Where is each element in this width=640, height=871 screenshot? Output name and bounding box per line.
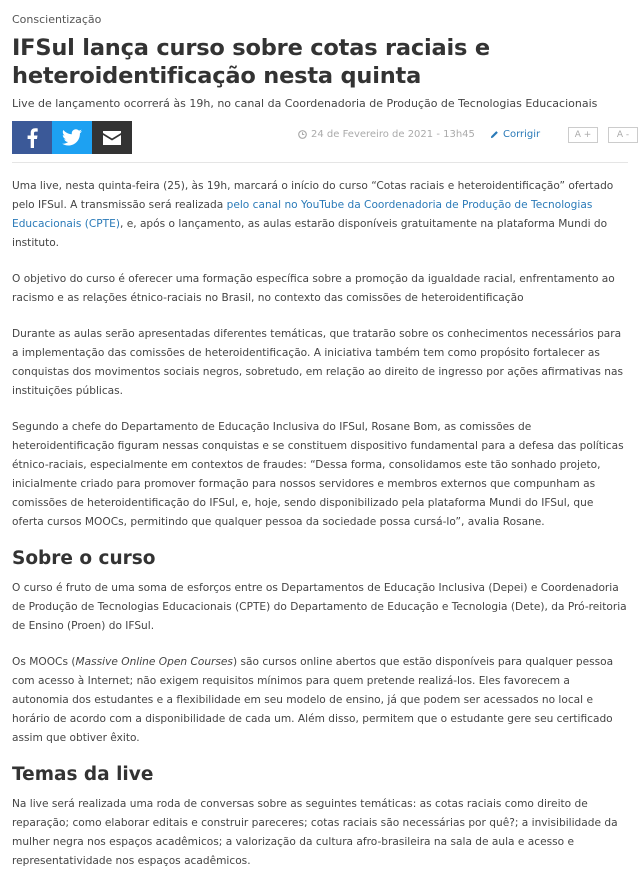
email-icon xyxy=(103,131,121,145)
paragraph-5: O curso é fruto de uma soma de esforços entre os Departamentos de Educação Inclusiva (Depei) e Coordenadoria de Produção de Tecnologias Educacionais (CPTE) do Departamento de Educação e Tecnologia (Dete), da Pró-reitoria de Ensino (Proen) do IFSul. xyxy=(12,582,627,632)
share-toolbar xyxy=(12,121,628,155)
font-increase-button[interactable]: A + xyxy=(568,127,598,143)
paragraph-6-text-a: Os MOOCs ( xyxy=(12,656,76,668)
paragraph-1-text-a: Uma live, nesta quinta-feira (25), às 19h, marcará o início do curso “Cotas raciais e heteroidentificação” ofertado pelo IFSul. A transmissão será realizada xyxy=(12,180,614,211)
paragraph-6-text-b: ) são cursos online abertos que estão disponíveis para qualquer pessoa com acesso à Internet; não exigem requisitos mínimos para quem pretende realizá-los. Eles favorecem a autonomia dos estudantes e a flexibilidade em seu modelo de ensino, já que podem ser acessados no local e horário de acordo com a disponibilidade de cada um. Além disso, permitem que o estudante gere seu certificado assim que obtiver êxito. xyxy=(12,656,614,744)
mooc-term: Massive Online Open Courses xyxy=(75,656,233,668)
article-category: Conscientização xyxy=(12,13,102,26)
title-line-1: IFSul lança curso sobre cotas raciais e xyxy=(12,35,490,61)
publish-date-text: 24 de Fevereiro de 2021 - 13h45 xyxy=(311,129,475,140)
page-title xyxy=(12,34,628,90)
paragraph-6 xyxy=(12,653,628,748)
pencil-icon xyxy=(490,130,499,139)
twitter-share-button[interactable] xyxy=(52,121,92,154)
font-decrease-button[interactable]: A - xyxy=(608,127,638,143)
youtube-channel-link[interactable]: pelo canal no YouTube da Coordenadoria de Produção de Tecnologias Educacionais (CPTE) xyxy=(12,199,593,230)
email-share-button[interactable] xyxy=(92,121,132,154)
facebook-icon xyxy=(26,128,38,148)
heading-about-course: Sobre o curso xyxy=(12,548,156,569)
facebook-share-button[interactable] xyxy=(12,121,52,154)
twitter-icon xyxy=(62,129,82,146)
paragraph-7: Na live será realizada uma roda de conversas sobre as seguintes temáticas: as cotas raciais como direito de reparação; como elaborar editais e construir pareceres; cotas raciais são necessárias por quê?; a invisibilidade da mulher negra nos espaços acadêmicos; a valorização da cultura afro-brasileira na sala de aula e acesso e representatividade nos espaços acadêmicos. xyxy=(12,798,618,867)
article-subtitle: Live de lançamento ocorrerá às 19h, no canal da Coordenadoria de Produção de Tecnologias Educacionais xyxy=(12,97,598,110)
article-body xyxy=(12,177,628,871)
clock-icon xyxy=(298,130,307,139)
paragraph-4: Segundo a chefe do Departamento de Educação Inclusiva do IFSul, Rosane Bom, as comissões de heteroidentificação figuram nessas conquistas e se constituem dispositivo fundamental para a defesa das políticas étnico-raciais, especialmente em contextos de fraudes: “Dessa forma, consolidamos este tão sonhado projeto, inicialmente criado para promover formação para nossos servidores e membros externos que compunham as comissões de heteroidentificação do IFSul, e, hoje, sendo disponibilizado pela plataforma Mundi do IFSul, que oferta cursos MOOCs, permitindo que qualquer pessoa da sociedade possa cursá-lo”, avalia Rosane. xyxy=(12,421,624,528)
heading-live-topics: Temas da live xyxy=(12,764,154,785)
edit-link-label: Corrigir xyxy=(503,129,541,140)
title-line-2: heteroidentificação nesta quinta xyxy=(12,63,422,89)
divider xyxy=(12,162,628,163)
paragraph-1-text-b: , e, após o lançamento, as aulas estarão disponíveis gratuitamente na plataforma Mundi do instituto. xyxy=(12,218,608,249)
edit-link[interactable] xyxy=(490,129,540,140)
paragraph-2: O objetivo do curso é oferecer uma formação específica sobre a promoção da igualdade racial, enfrentamento ao racismo e as relações étnico-raciais no Brasil, no contexto das comissões de heteroidentificação xyxy=(12,273,615,304)
paragraph-3: Durante as aulas serão apresentadas diferentes temáticas, que tratarão sobre os conhecimentos necessários para a implementação das comissões de heteroidentificação. A iniciativa também tem como propósito fortalecer as conquistas dos movimentos sociais negros, sobretudo, em relação ao direito de ingresso por ações afirmativas nas instituições públicas. xyxy=(12,328,624,397)
publish-date xyxy=(298,129,475,140)
paragraph-1 xyxy=(12,177,628,253)
